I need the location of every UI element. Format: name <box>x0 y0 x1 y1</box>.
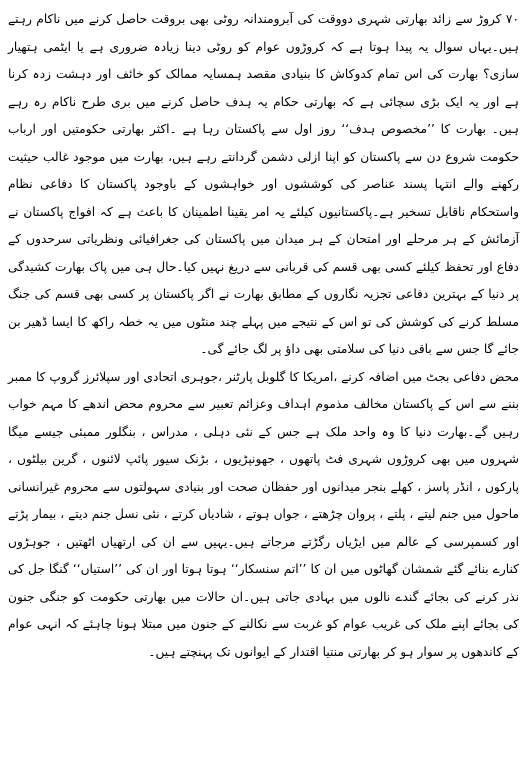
article-paragraph-2: محض دفاعی بجٹ میں اضافہ کرنے ،امریکا کا گلوبل پارٹنر ،جوہری اتحادی اور سپلائرز گروپ کا ممبر بننے سے اس کے پاکستان مخالف مذموم اہداف وعزائم تعبیر سے محروم محض اندھے کا مہم خواب رہیں گے۔بھارت دنیا کا وہ واحد ملک ہے جس کے نئی دہلی ، مدراس ، بنگلور ممبئی جیسے میگا شہروں میں بھی کروڑوں شہری فٹ پاتھوں ، جھونپڑیوں ، بڑنک سیور پائپ لائنوں ، گرین بیلٹوں ، پارکوں ، انڈر پاسز ، کھلے بنجر میدانوں اور حفظان صحت اور بنیادی سہولتوں سے محروم غیرانسانی ماحول میں جنم لیتے ، پلتے ، پروان چڑھتے ، جواں ہوتے ، شادیاں کرتے ، نئی نسل جنم دیتے ، بیمار پڑتے اور کسمپرسی کے عالم میں ایڑیاں رگڑتے مرجاتے ہیں۔یہیں سے ان کی ارتھیاں اٹھتیں ، جوہڑوں کنارے بنائے گئے شمشان گھاٹوں میں ان کا ’’اتم سنسکار‘‘ ہوتا ہوتا اور ان کی ’’استیاں‘‘ گنگا جل کی نذر کرنے کی بجائے گندے نالوں میں بہادی جاتی ہیں۔ان حالات میں بھارتی حکومت کو جنگی جنون کی بجائے اپنے ملک کی غریب عوام کو غربت سے نکالنے کے جنون میں مبتلا ہونا چاہئے کہ انہی عوام کے کاندھوں پر سوار ہو کر بھارتی منتیا اقتدار کے ایوانوں تک پہنچتے ہیں۔ <box>8 369 519 659</box>
article-paragraph-1: ٧٠ کروڑ سے زائد بھارتی شہری دووقت کی آبرومندانہ روٹی بھی بروقت حاصل کرنے میں ناکام رہتے ہیں۔یہاں سوال یہ پیدا ہوتا ہے کہ کروڑوں عوام کو روٹی دینا زیادہ ضروری ہے یا ایٹمی ہتھیار سازی؟ بھارت کی اس تمام کدوکاش کا بنیادی مقصد ہمسایہ ممالک کو خائف اور دہشت زدہ کرنا ہے اور یہ ایک بڑی سچائی ہے کہ بھارتی حکام یہ ہدف حاصل کرنے میں بری طرح ناکام رہ رہے ہیں۔ بھارت کا ’’مخصوص ہدف‘‘ روز اول سے پاکستان رہا ہے ۔اکثر بھارتی حکومتیں اور ارباب حکومت شروع دن سے پاکستان کو اپنا ازلی دشمن گردانتے رہے ہیں، بھارت میں موجود غالب حیثیت رکھنے والے انتہا پسند عناصر کی کوششوں اور خواہشوں کے باوجود پاکستان کا دفاعی نظام واستحکام ناقابل تسخیر ہے۔پاکستانیوں کیلئے یہ امر یقینا اطمینان کا باعث ہے کہ افواج پاکستان نے آزمائش کے ہر مرحلے اور امتحان کے ہر میدان میں پاکستان کی جغرافیائی ونظریاتی سرحدوں کے دفاع اور تحفظ کیلئے کسی بھی قسم کی قربانی سے دریغ نہیں کیا۔حال ہی میں پاک بھارت کشیدگی پر دنیا کے بہترین دفاعی تجزیہ نگاروں کے مطابق بھارت نے اگر پاکستان پر کسی بھی قسم کی جنگ مسلط کرنے کی کوشش کی تو اس کے نتیجے میں پہلے چند منٹوں میں یہ خطہ راکھ کا ایسا ڈھیر بن جائے گا جس سے باقی دنیا کی سلامتی بھی داؤ پر لگ جائے گی۔ <box>8 12 519 356</box>
